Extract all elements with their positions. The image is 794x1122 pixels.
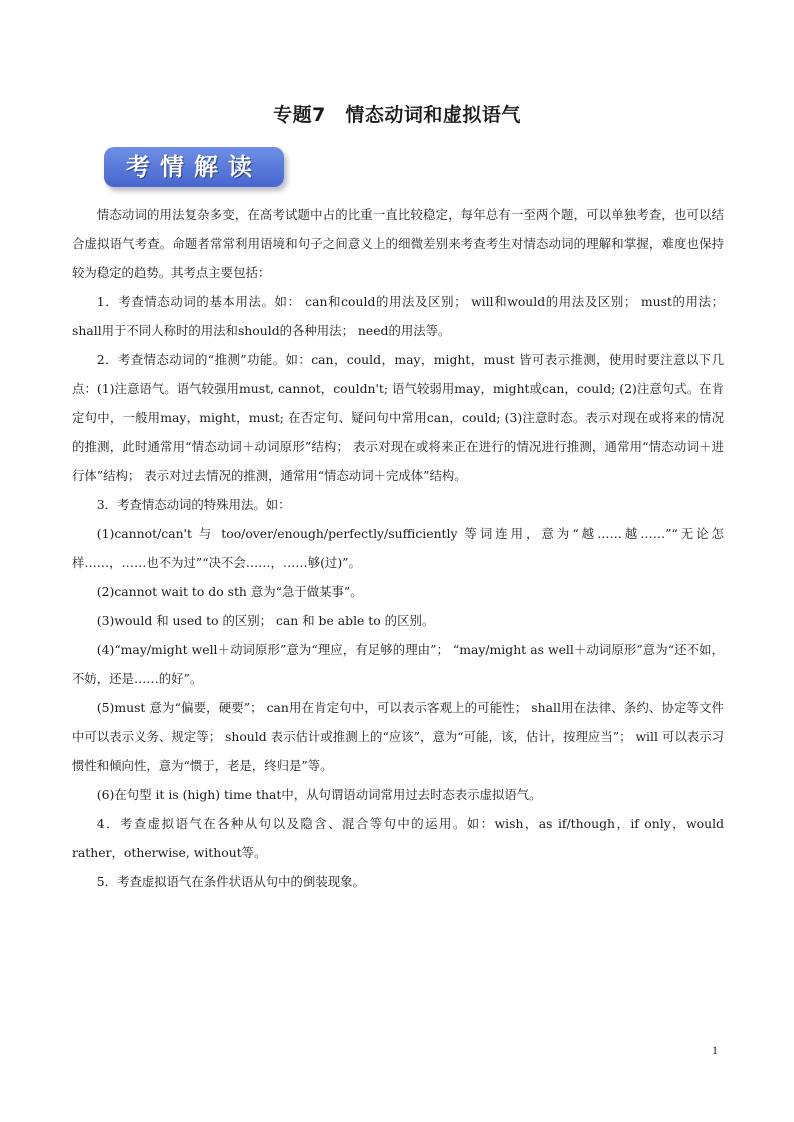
point-3-sub-5: (5)must 意为“偏要，硬要”； can用在肯定句中，可以表示客观上的可能性； shall用在法律、条约、协定等文件中可以表示义务、规定等； should 表示估计或推测上的“应该”，意为“可能，该，估计，按理应当”； will 可以表示习惯性和倾向性，意为“惯于，老是，终归是”等。 <box>72 700 724 773</box>
point-4-paragraph: 4．考查虚拟语气在各种从句以及隐含、混合等句中的运用。如：wish，as if/though，if only，would rather，otherwise, without等。 <box>72 816 724 860</box>
point-2-paragraph: 2．考查情态动词的“推测”功能。如：can，could，may，might，must 皆可表示推测，使用时要注意以下几点：(1)注意语气。语气较强用must, cannot，couldn't; 语气较弱用may，might或can，could; (2)注意句式。在肯定句中，一般用may，might，must; 在否定句、疑问句中常用can，could; (3)注意时态。表示对现在或将来的情况的推测，此时通常用“情态动词＋动词原形”结构； 表示对现在或将来正在进行的情况进行推测，通常用“情态动词＋进行体”结构； 表示对过去情况的推测，通常用“情态动词＋完成体”结构。 <box>72 352 724 483</box>
intro-paragraph: 情态动词的用法复杂多变，在高考试题中占的比重一直比较稳定，每年总有一至两个题，可以单独考查，也可以结合虚拟语气考查。命题者常常利用语境和句子之间意义上的细微差别来考查考生对情态动词的理解和掌握，难度也保持较为稳定的趋势。其考点主要包括： <box>72 207 724 280</box>
point-5-paragraph: 5．考查虚拟语气在条件状语从句中的倒装现象。 <box>96 874 365 889</box>
page-title: 专题7 情态动词和虚拟语气 <box>273 104 521 126</box>
point-3-sub-2: (2)cannot wait to do sth 意为“急于做某事”。 <box>96 584 363 599</box>
point-3-sub-4: (4)“may/might well＋动词原形”意为“理应，有足够的理由”； “may/might as well＋动词原形”意为“还不如，不妨，还是……的好”。 <box>72 642 724 686</box>
section-badge: 考情解读 <box>104 147 284 187</box>
point-1-paragraph: 1．考查情态动词的基本用法。如： can和could的用法及区别； will和would的用法及区别； must的用法； shall用于不同人称时的用法和should的各种用法； need的用法等。 <box>72 294 724 338</box>
document-body <box>72 200 724 896</box>
point-3-sub-1: (1)cannot/can't 与 too/over/enough/perfectly/sufficiently 等词连用，意为“越……越……”“无论怎样……，……也不为过”“决不会……，……够(过)”。 <box>72 526 724 570</box>
page-number: 1 <box>712 1043 718 1057</box>
point-3-sub-3: (3)would 和 used to 的区别； can 和 be able to 的区别。 <box>96 613 435 628</box>
point-3-sub-6: (6)在句型 it is (high) time that中，从句谓语动词常用过去时态表示虚拟语气。 <box>96 787 542 802</box>
point-3-paragraph: 3．考查情态动词的特殊用法。如： <box>96 497 291 512</box>
